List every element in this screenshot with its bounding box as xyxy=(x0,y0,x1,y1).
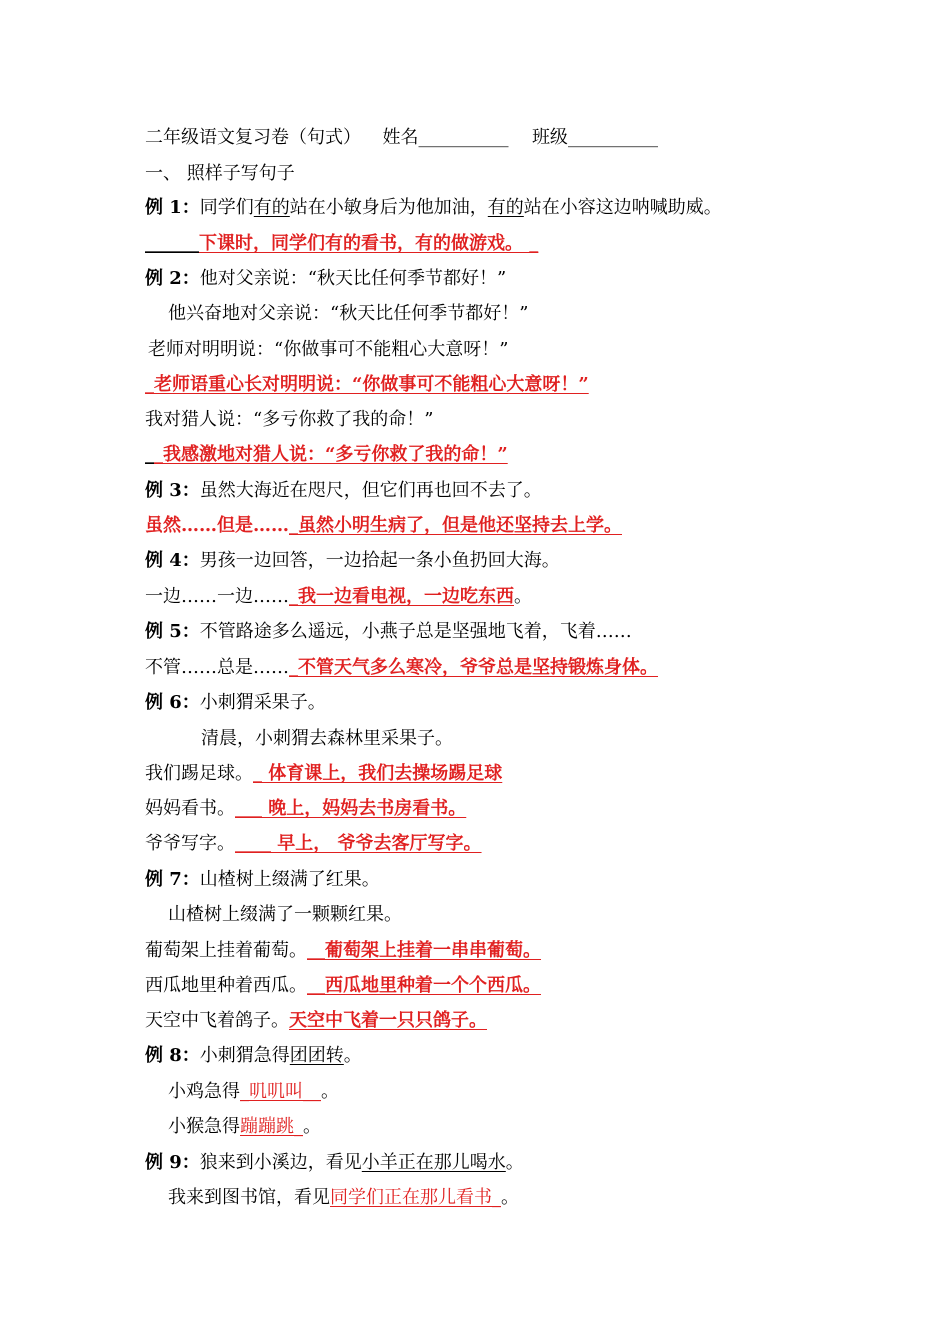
example-5-pattern: 不管……总是…… xyxy=(145,657,289,678)
example-6-answer-1: _ 体育课上，我们去操场踢足球 xyxy=(253,763,503,784)
example-7-question-3: 天空中飞着鸽子。 xyxy=(145,1010,289,1031)
period: 。 xyxy=(343,1045,362,1066)
example-5-text: 不管路途多么遥远，小燕子总是坚强地飞着，飞着…… xyxy=(199,621,632,642)
class-label: 班级 xyxy=(531,127,568,148)
example-7-answer-3: 天空中飞着一只只鸽子。 xyxy=(289,1010,487,1031)
example-7-sentence xyxy=(145,866,380,894)
example-8-answer-1-line xyxy=(168,1078,339,1106)
example-1-text: 同学们 xyxy=(199,197,254,218)
example-2-text: 他对父亲说：“秋天比任何季节都好！” xyxy=(199,268,507,289)
example-5-answer-line xyxy=(145,654,658,682)
name-label: 姓名 xyxy=(382,127,419,148)
example-6-label: 例 6： xyxy=(145,692,200,713)
example-6-model: 清晨，小刺猬去森林里采果子。 xyxy=(201,728,453,749)
example-6-answer-2-line xyxy=(145,795,466,823)
example-2-model: 他兴奋地对父亲说：“秋天比任何季节都好！” xyxy=(168,303,529,324)
example-1-sentence xyxy=(145,194,722,222)
period: 。 xyxy=(303,1116,321,1137)
example-7-question-2: 西瓜地里种着西瓜。 xyxy=(145,975,307,996)
example-6-answer-1-line xyxy=(145,760,502,788)
example-7-text: 山楂树上缀满了红果。 xyxy=(199,869,380,890)
class-blank: __________ xyxy=(567,127,658,148)
example-7-answer-1: __葡萄架上挂着一串串葡萄。 xyxy=(307,940,541,961)
example-6-question-1: 我们踢足球。 xyxy=(145,763,253,784)
example-5-answer: _不管天气多么寒冷，爷爷总是坚持锻炼身体。 xyxy=(289,657,658,678)
example-8-sentence xyxy=(145,1042,362,1070)
example-9-sentence xyxy=(145,1149,524,1177)
example-2-label: 例 2： xyxy=(145,268,200,289)
example-9-answer-1: 同学们正在那儿看书_ xyxy=(330,1187,501,1208)
example-3-answer: _虽然小明生病了，但是他还坚持去上学。 xyxy=(289,515,622,536)
example-9-underline: 小羊正在那儿喝水 xyxy=(361,1152,506,1173)
example-7-model: 山楂树上缀满了一颗颗红果。 xyxy=(168,904,402,925)
example-8-question-2: 小猴急得 xyxy=(168,1116,240,1137)
example-1-text-mid: 站在小敏身后为他加油， xyxy=(289,197,488,218)
example-4-answer: _我一边看电视，一边吃东西 xyxy=(289,586,514,607)
worksheet-header xyxy=(145,124,658,152)
example-4-answer-line xyxy=(145,583,532,611)
example-9-answer-line xyxy=(168,1184,519,1212)
period: 。 xyxy=(505,1152,524,1173)
example-4-text: 男孩一边回答，一边拾起一条小鱼扔回大海。 xyxy=(199,550,560,571)
example-7-answer-2: __西瓜地里种着一个个西瓜。 xyxy=(307,975,541,996)
example-9-text: 狼来到小溪边，看见 xyxy=(199,1152,362,1173)
example-8-answer-2: 蹦蹦跳_ xyxy=(240,1116,303,1137)
example-6-answer-3-line xyxy=(145,830,482,858)
example-2-answer-1: _老师语重心长对明明说：“你做事可不能粗心大意呀！” xyxy=(145,374,589,395)
example-6-answer-2: ___ 晚上，妈妈去书房看书。 xyxy=(235,798,467,819)
example-1-text-end: 站在小容这边呐喊助威。 xyxy=(523,197,722,218)
example-4-sentence xyxy=(145,547,560,575)
example-5-sentence xyxy=(145,618,632,646)
example-6-answer-3: ____ 早上， 爷爷去客厅写字。 xyxy=(235,833,482,854)
example-5-label: 例 5： xyxy=(145,621,200,642)
example-3-answer-line xyxy=(145,512,622,540)
example-1-answer-line xyxy=(145,230,538,258)
example-2-question-1: 老师对明明说：“你做事可不能粗心大意呀！” xyxy=(148,339,509,360)
example-2-sentence xyxy=(145,265,506,293)
example-2-answer-2: _我感激地对猎人说：“多亏你救了我的命！” xyxy=(154,444,508,465)
example-3-pattern: 虽然……但是…… xyxy=(145,515,289,536)
example-8-text: 小刺猬急得 xyxy=(199,1045,290,1066)
period: 。 xyxy=(501,1187,519,1208)
example-8-question-1: 小鸡急得 xyxy=(168,1081,240,1102)
example-7-label: 例 7： xyxy=(145,869,200,890)
example-7-answer-1-line xyxy=(145,937,541,965)
example-8-underline: 团团转 xyxy=(289,1045,344,1066)
example-1-underline-1: 有的 xyxy=(253,197,290,218)
example-4-label: 例 4： xyxy=(145,550,200,571)
example-7-question-1: 葡萄架上挂着葡萄。 xyxy=(145,940,307,961)
answer-blank: _ xyxy=(145,444,154,465)
period: 。 xyxy=(321,1081,339,1102)
example-4-pattern: 一边……一边…… xyxy=(145,586,289,607)
example-8-answer-1: _叽叽叫__ xyxy=(240,1081,321,1102)
example-3-label: 例 3： xyxy=(145,480,200,501)
example-3-sentence xyxy=(145,477,542,505)
example-8-label: 例 8： xyxy=(145,1045,200,1066)
example-6-sentence xyxy=(145,689,326,717)
section-heading: 一、 照样子写句子 xyxy=(145,163,295,184)
example-6-question-2: 妈妈看书。 xyxy=(145,798,235,819)
example-9-label: 例 9： xyxy=(145,1152,200,1173)
example-7-answer-3-line xyxy=(145,1007,487,1035)
example-7-answer-2-line xyxy=(145,972,541,1000)
worksheet-title: 二年级语文复习卷（句式） xyxy=(145,127,361,148)
example-1-label: 例 1： xyxy=(145,197,200,218)
example-1-answer: 下课时，同学们有的看书，有的做游戏。 _ xyxy=(199,233,539,254)
example-3-text: 虽然大海近在咫尺，但它们再也回不去了。 xyxy=(199,480,542,501)
period: 。 xyxy=(514,586,532,607)
name-blank: __________ xyxy=(418,127,509,148)
example-9-question-1: 我来到图书馆，看见 xyxy=(168,1187,330,1208)
example-8-answer-2-line xyxy=(168,1113,321,1141)
answer-blank: ______ xyxy=(145,233,199,254)
example-1-underline-2: 有的 xyxy=(487,197,524,218)
example-2-question-2: 我对猎人说：“多亏你救了我的命！” xyxy=(145,409,434,430)
example-6-question-3: 爷爷写字。 xyxy=(145,833,235,854)
example-6-text: 小刺猬采果子。 xyxy=(199,692,326,713)
example-2-answer-2-line xyxy=(145,441,508,469)
